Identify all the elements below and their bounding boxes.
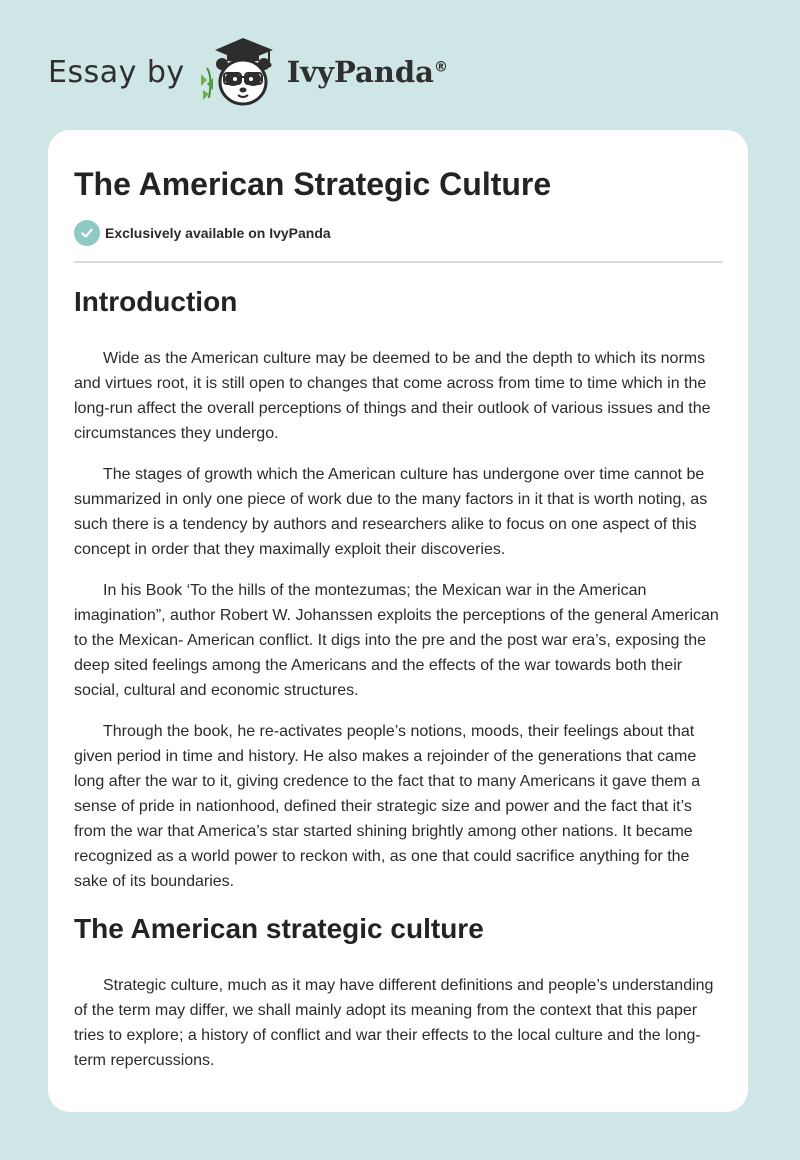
- paragraph: The stages of growth which the American culture has undergone over time cannot be summarized in only one piece of work due to the many factors in it that is worth noting, as such there is a tendency by authors and researchers alike to focus on one aspect of this concept in order that they maximally exploit their discoveries.: [74, 466, 708, 558]
- ivy-leaf-icon: [201, 68, 213, 100]
- section-american-strategic-culture: [74, 912, 723, 1073]
- brand-name: IvyPanda®: [286, 55, 448, 89]
- paragraph: In his Book ‘To the hills of the montezumas; the Mexican war in the American imagination”, author Robert W. Johanssen exploits the perceptions of the general American to the Mexican- American conflict. It digs into the pre and the post war era’s, exposing the deep sited feelings among the Americans and the effects of the war towards both their social, cultural and economic structures.: [74, 582, 719, 699]
- brand-header[interactable]: [48, 34, 448, 110]
- paragraph: Strategic culture, much as it may have different definitions and people’s understanding of the term may differ, we shall mainly adopt its meaning from the context that this paper tries to explore; a history of conflict and war their effects to the local culture and the long- term repercussions.: [74, 977, 714, 1069]
- checkmark-icon: [74, 220, 100, 246]
- brand-prefix: Essay by: [48, 54, 185, 90]
- section-introduction: [74, 285, 723, 894]
- exclusive-badge: [74, 220, 723, 246]
- section-heading: Introduction: [74, 286, 238, 317]
- section-heading: The American strategic culture: [74, 913, 484, 944]
- essay-card: [48, 130, 748, 1112]
- paragraph: Through the book, he re-activates people’s notions, moods, their feelings about that given period in time and history. He also makes a rejoinder of the generations that came long after the war to it, giving credence to the fact that to many Americans it gave them a sense of pride in nationhood, defined their strategic size and power and the fact that it’s from the war that America’s star started shining brightly among other nations. It became recognized as a world power to reckon with, as one that could sacrifice anything for the sake of its boundaries.: [74, 723, 701, 890]
- badge-label: Exclusively available on IvyPanda: [105, 225, 331, 241]
- divider: [74, 261, 723, 263]
- panda-logo-icon: [193, 34, 285, 110]
- paragraph: Wide as the American culture may be deemed to be and the depth to which its norms and virtues root, it is still open to changes that come across from time to time which in the long-run affect the overall perceptions of things and their outlook of various issues and the circumstances they undergo.: [74, 350, 711, 442]
- page-title: The American Strategic Culture: [74, 166, 552, 202]
